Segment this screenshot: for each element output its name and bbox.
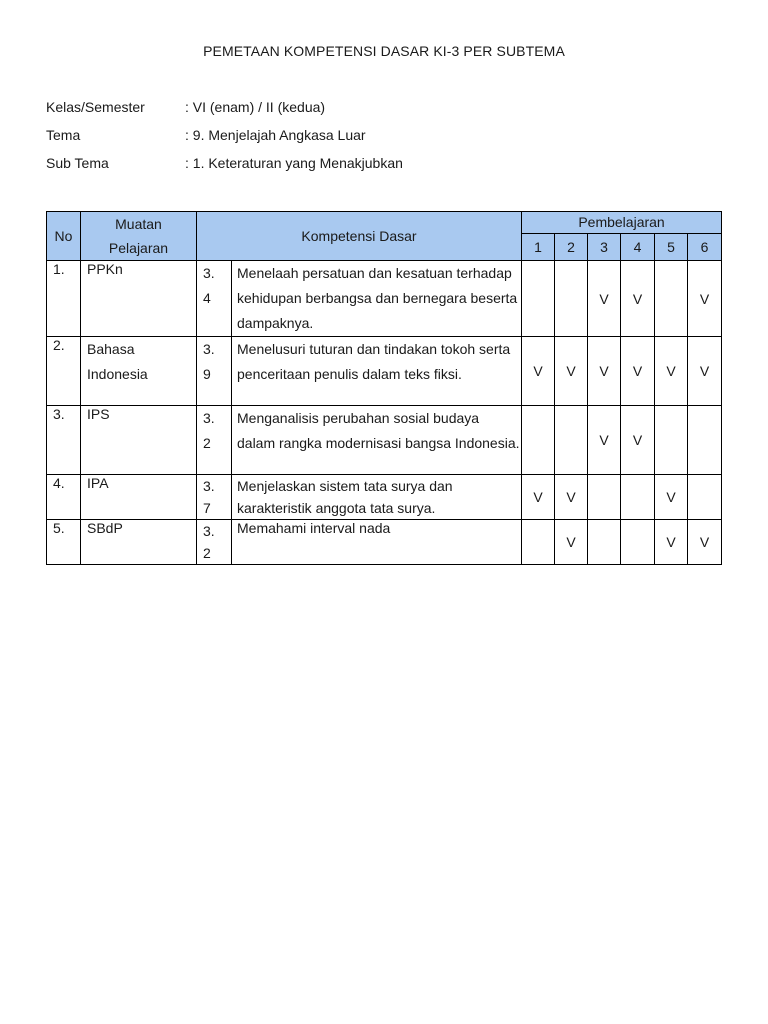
kd-number-a: 3. <box>203 478 215 494</box>
row-kd-number <box>197 475 232 520</box>
check-cell <box>555 261 588 337</box>
row-kd-text: Menelaah persatuan dan kesatuan terhadap kehidupan berbangsa dan bernegara beserta dampaknya. <box>232 261 522 337</box>
check-cell <box>688 406 722 475</box>
kd-number-b: 4 <box>203 290 211 306</box>
check-cell: V <box>655 475 688 520</box>
row-kd-text: Menjelaskan sistem tata surya dan karakteristik anggota tata surya. <box>232 475 522 520</box>
header-col-2: 2 <box>555 233 588 261</box>
row-muatan: IPS <box>81 406 197 475</box>
header-col-5: 5 <box>655 233 688 261</box>
check-cell: V <box>621 337 655 406</box>
kd-number-b: 2 <box>203 545 211 561</box>
table-row <box>47 337 722 406</box>
row-muatan: SBdP <box>81 520 197 565</box>
row-kd-number <box>197 406 232 475</box>
header-col-3: 3 <box>588 233 621 261</box>
check-cell: V <box>588 337 621 406</box>
row-kd-text: Menganalisis perubahan sosial budaya dalam rangka modernisasi bangsa Indonesia. <box>232 406 522 475</box>
kd-number-a: 3. <box>203 265 215 281</box>
check-cell: V <box>655 337 688 406</box>
row-kd-number <box>197 520 232 565</box>
check-cell <box>522 520 555 565</box>
check-cell <box>522 261 555 337</box>
check-cell: V <box>688 261 722 337</box>
row-kd-number <box>197 337 232 406</box>
row-muatan: IPA <box>81 475 197 520</box>
kd-number-b: 2 <box>203 435 211 451</box>
meta-label: Tema <box>46 127 81 143</box>
row-kd-number <box>197 261 232 337</box>
kd-number-b: 7 <box>203 500 211 516</box>
header-pembelajaran: Pembelajaran <box>522 212 722 234</box>
table-row <box>47 406 722 475</box>
check-cell <box>655 406 688 475</box>
check-cell: V <box>621 406 655 475</box>
kd-number-a: 3. <box>203 523 215 539</box>
table-row <box>47 475 722 520</box>
check-cell: V <box>522 337 555 406</box>
header-muatan <box>81 212 197 261</box>
header-no: No <box>47 212 81 261</box>
header-col-1: 1 <box>522 233 555 261</box>
meta-value: : 9. Menjelajah Angkasa Luar <box>185 127 366 143</box>
check-cell: V <box>688 520 722 565</box>
kompetensi-table <box>46 211 722 565</box>
header-kd: Kompetensi Dasar <box>197 212 522 261</box>
check-cell <box>588 520 621 565</box>
meta-value: : VI (enam) / II (kedua) <box>185 99 326 115</box>
check-cell <box>522 406 555 475</box>
check-cell: V <box>522 475 555 520</box>
check-cell: V <box>688 337 722 406</box>
kd-number-b: 9 <box>203 366 211 382</box>
check-cell: V <box>555 337 588 406</box>
check-cell: V <box>621 261 655 337</box>
check-cell: V <box>588 406 621 475</box>
table-row <box>47 520 722 565</box>
check-cell <box>555 406 588 475</box>
check-cell <box>588 475 621 520</box>
check-cell <box>621 520 655 565</box>
document-title: PEMETAAN KOMPETENSI DASAR KI-3 PER SUBTEMA <box>203 43 565 59</box>
row-kd-text: Menelusuri tuturan dan tindakan tokoh serta penceritaan penulis dalam teks fiksi. <box>232 337 522 406</box>
check-cell <box>655 261 688 337</box>
header-col-6: 6 <box>688 233 722 261</box>
row-no: 2. <box>47 337 81 406</box>
check-cell: V <box>555 520 588 565</box>
header-muatan-line2: Pelajaran <box>108 240 169 256</box>
meta-label: Sub Tema <box>46 155 109 171</box>
check-cell: V <box>655 520 688 565</box>
check-cell: V <box>555 475 588 520</box>
row-no: 5. <box>47 520 81 565</box>
meta-label: Kelas/Semester <box>46 99 145 115</box>
row-no: 4. <box>47 475 81 520</box>
row-no: 1. <box>47 261 81 337</box>
header-muatan-line1: Muatan <box>115 216 162 232</box>
kd-number-a: 3. <box>203 410 215 426</box>
kd-number-a: 3. <box>203 341 215 357</box>
meta-value: : 1. Keteraturan yang Menakjubkan <box>185 155 403 171</box>
row-muatan: PPKn <box>81 261 197 337</box>
row-kd-text: Memahami interval nada <box>232 520 522 565</box>
row-no: 3. <box>47 406 81 475</box>
check-cell <box>621 475 655 520</box>
check-cell <box>688 475 722 520</box>
check-cell: V <box>588 261 621 337</box>
table-row <box>47 261 722 337</box>
header-col-4: 4 <box>621 233 655 261</box>
row-muatan: Bahasa Indonesia <box>81 337 197 406</box>
